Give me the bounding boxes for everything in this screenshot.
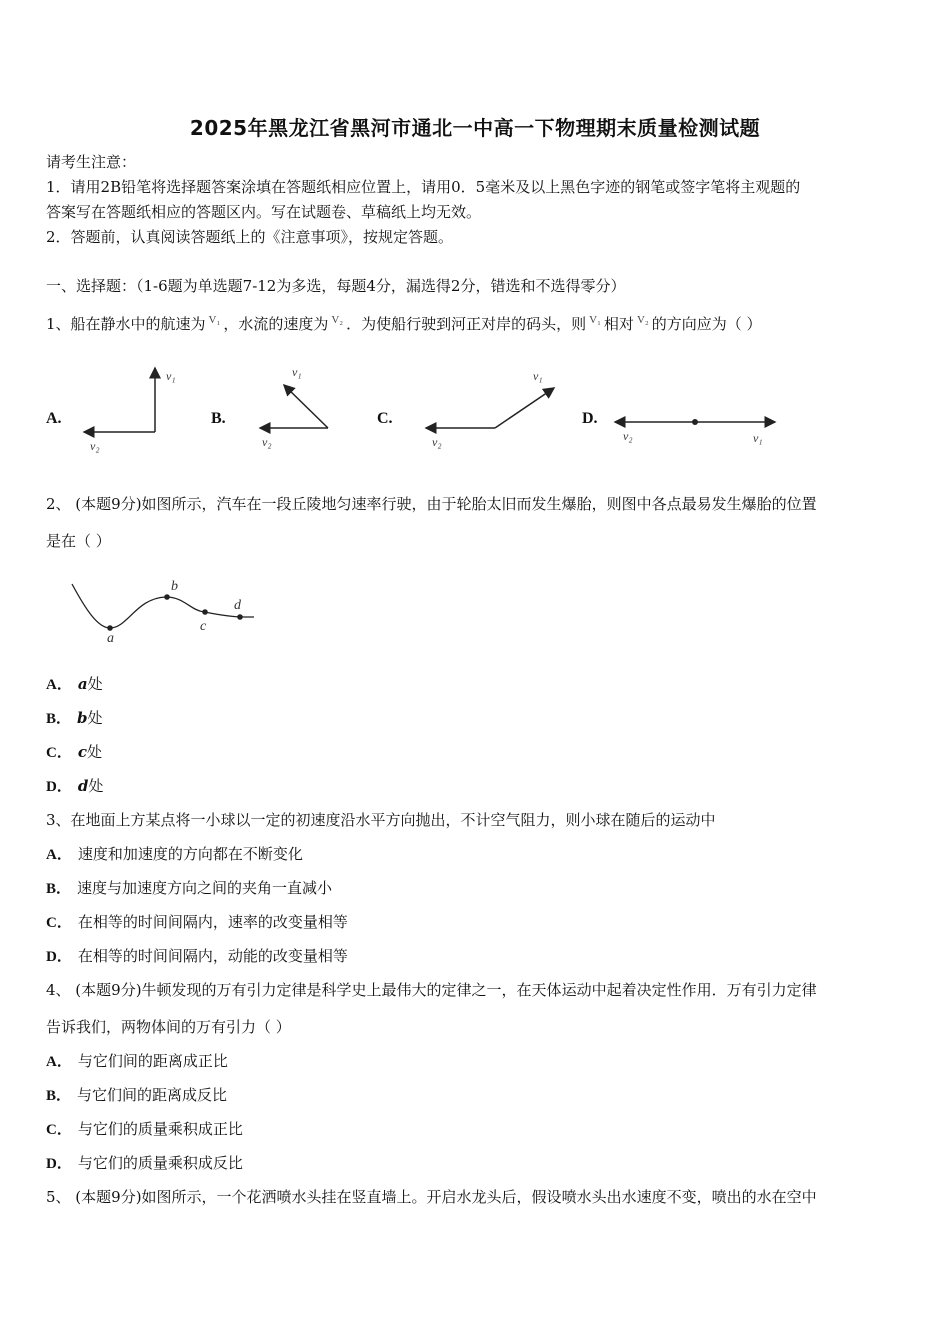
q1-option-a-figure [70, 360, 190, 455]
notice-line-3: 2．答题前，认真阅读答题纸上的《注意事项》，按规定答题。 [46, 228, 454, 246]
q1-option-b-label: B. [211, 410, 226, 427]
q2-option-d-text: 处 [88, 777, 104, 795]
q4-option-b-text: 与它们间的距离成反比 [77, 1086, 228, 1104]
q2-label-b: b [171, 579, 178, 594]
q2-label-a: a [107, 631, 114, 646]
q2-point-b [164, 594, 170, 600]
q4-option-a[interactable] [46, 1051, 228, 1072]
q2-option-a[interactable] [46, 674, 103, 695]
q3-option-c[interactable] [46, 912, 348, 933]
q3-option-d-label: D． [46, 949, 72, 965]
q2-option-d-label: D． [46, 779, 72, 795]
q1-option-c-figure [420, 360, 570, 455]
q1d-v2-label: v₂ [623, 429, 633, 443]
q1d-center-dot [692, 419, 698, 425]
q2-label-d: d [234, 598, 241, 613]
q1c-v2-label: v₂ [432, 435, 442, 449]
q2-option-a-label: A． [46, 677, 72, 693]
q4-option-c[interactable] [46, 1119, 243, 1140]
q3-option-a[interactable] [46, 844, 303, 865]
q2-option-c[interactable] [46, 742, 102, 763]
q1a-v1-label: v₁ [166, 369, 176, 383]
q4-stem-line-1: 4、 (本题9分)牛顿发现的万有引力定律是科学史上最伟大的定律之一，在天体运动中起着决定性作用．万有引力定律 [46, 981, 817, 999]
q3-option-b-text: 速度与加速度方向之间的夹角一直减小 [77, 879, 333, 897]
q3-option-b[interactable] [46, 878, 332, 899]
q4-option-c-label: C． [46, 1122, 72, 1138]
q1-text-5: 的方向应为（ ） [651, 315, 762, 333]
q2-option-d-var: d [77, 777, 89, 795]
q1-v2-again: V₂ [636, 314, 649, 326]
q1-text-3: ．为使船行驶到河正对岸的码头，则 [346, 315, 587, 333]
q4-option-a-label: A． [46, 1054, 72, 1070]
q2-option-a-var: a [77, 675, 88, 693]
q1c-v1-label: v₁ [533, 369, 543, 383]
q3-option-c-label: C． [46, 915, 72, 931]
q1-option-d-label: D. [582, 410, 598, 427]
q1-stem [46, 314, 762, 336]
q4-stem-line-2: 告诉我们，两物体间的万有引力（ ） [46, 1018, 291, 1036]
q3-option-c-text: 在相等的时间间隔内，速率的改变量相等 [77, 913, 348, 931]
q3-option-d[interactable] [46, 946, 348, 967]
q2-option-a-text: 处 [87, 675, 103, 693]
q2-point-d [237, 614, 243, 620]
q4-option-d-text: 与它们的质量乘积成反比 [77, 1154, 243, 1172]
q1-text-1: 1、船在静水中的航速为 [46, 315, 206, 333]
notice-line-2: 答案写在答题纸相应的答题区内。写在试题卷、草稿纸上均无效。 [46, 203, 482, 221]
q3-option-a-text: 速度和加速度的方向都在不断变化 [77, 845, 303, 863]
page-title: 2025年黑龙江省黑河市通北一中高一下物理期末质量检测试题 [189, 116, 761, 140]
q4-option-b-label: B． [46, 1088, 72, 1104]
q3-option-b-label: B． [46, 881, 72, 897]
q3-option-d-text: 在相等的时间间隔内，动能的改变量相等 [77, 947, 348, 965]
q2-option-d[interactable] [46, 776, 103, 797]
q1b-v1-arrow [284, 385, 328, 428]
q2-option-b-label: B． [46, 711, 72, 727]
q1-text-2: ，水流的速度为 [223, 315, 329, 333]
notice-heading: 请考生注意： [46, 153, 137, 171]
q1b-v1-label: v₁ [292, 365, 302, 379]
q2-hill-figure [66, 570, 266, 650]
q1-option-a-label: A. [46, 410, 62, 427]
q4-option-d[interactable] [46, 1153, 243, 1174]
q2-option-b-var: b [77, 709, 88, 727]
q1-option-c-label: C. [377, 410, 393, 427]
q1a-v2-label: v₂ [90, 439, 100, 453]
notice-line-1: 1．请用2B铅笔将选择题答案涂填在答题纸相应位置上，请用0．5毫米及以上黑色字迹的钢笔或签字笔将主观题的 [46, 178, 801, 196]
q4-option-d-label: D． [46, 1156, 72, 1172]
q1-option-b-figure [250, 360, 350, 455]
q4-option-b[interactable] [46, 1085, 227, 1106]
q1-text-4: 相对 [603, 315, 634, 333]
q5-stem-line-1: 5、 (本题9分)如图所示，一个花洒喷水头挂在竖直墙上。开启水龙头后，假设喷水头出水速度不变，喷出的水在空中 [46, 1188, 817, 1206]
q2-option-c-text: 处 [86, 743, 102, 761]
q1d-v1-label: v₁ [753, 431, 763, 445]
section-heading: 一、选择题：（1-6题为单选题7-12为多选，每题4分，漏选得2分，错选和不选得零分） [46, 277, 626, 295]
q1-option-d-figure [605, 400, 785, 450]
q1-v1-again: V₁ [589, 314, 601, 326]
q2-option-c-label: C． [46, 745, 72, 761]
q1-v2: V₂ [331, 314, 344, 326]
q1-v1: V₁ [208, 314, 221, 326]
q2-label-c: c [200, 619, 207, 634]
q1c-v1-arrow [495, 388, 554, 428]
q2-point-c [202, 609, 208, 615]
q4-option-a-text: 与它们间的距离成正比 [77, 1052, 228, 1070]
q2-option-c-var: c [77, 743, 87, 761]
q2-stem-line-1: 2、 (本题9分)如图所示，汽车在一段丘陵地匀速率行驶，由于轮胎太旧而发生爆胎，则图中各点最易发生爆胎的位置 [46, 495, 817, 513]
q1b-v2-label: v₂ [262, 435, 272, 449]
q3-stem: 3、在地面上方某点将一小球以一定的初速度沿水平方向抛出，不计空气阻力，则小球在随后的运动中 [46, 811, 716, 829]
q3-option-a-label: A． [46, 847, 72, 863]
q2-stem-line-2: 是在（ ） [46, 532, 111, 550]
q2-point-a [107, 625, 113, 631]
q4-option-c-text: 与它们的质量乘积成正比 [77, 1120, 243, 1138]
q2-option-b[interactable] [46, 708, 103, 729]
q2-road-curve [72, 584, 254, 628]
q2-option-b-text: 处 [87, 709, 103, 727]
